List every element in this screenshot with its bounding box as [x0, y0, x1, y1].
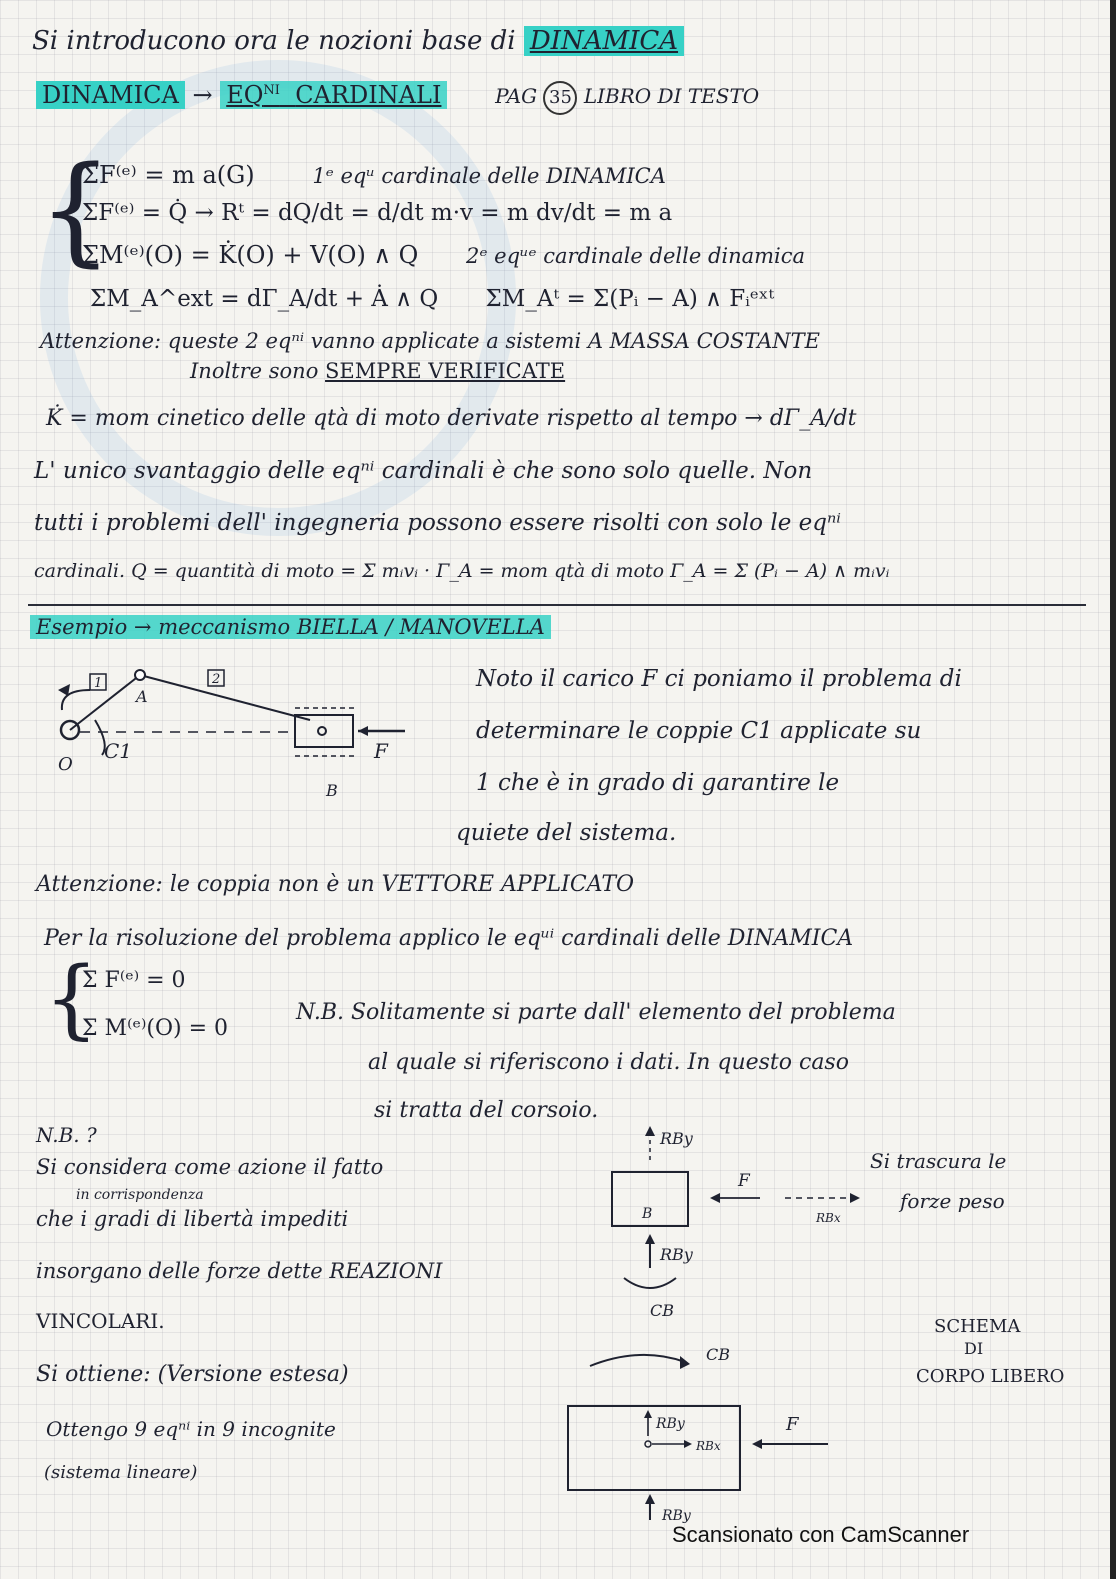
heading-line [36, 76, 759, 115]
consider-1-small: in corrispondenza [76, 1187, 204, 1203]
page-ref: PAG 35 LIBRO DI TESTO [495, 84, 759, 108]
fbd-box-force: F [786, 1414, 799, 1435]
fbd-rbx: RBx [816, 1211, 841, 1225]
obtain-2: Ottengo 9 eqⁿⁱ in 9 incognite [46, 1417, 336, 1441]
fbd-box [560, 1396, 880, 1526]
intro-text: Si introducono ora le nozioni base di [32, 26, 516, 56]
scheme-1: SCHEMA [934, 1316, 1021, 1337]
cb-arrow-diagram [580, 1336, 760, 1386]
label-o: O [58, 754, 73, 775]
attention-2: Attenzione: le coppia non è un VETTORE APPLICATO [36, 872, 635, 897]
intro-line [32, 26, 684, 56]
fbd-point-b: B [642, 1206, 653, 1222]
desc-2: determinare le coppie C1 applicate su [476, 718, 922, 744]
label-force-f: F [374, 739, 388, 763]
section-divider [28, 604, 1086, 606]
eq3: ΣM⁽ᵉ⁾(O) = K̇(O) + V(O) ∧ Q 2ᵉ eqᵘᵉ cardinale delle dinamica [82, 241, 806, 269]
label-c1: C1 [104, 739, 133, 763]
desc-3: 1 che è in grado di garantire le [476, 770, 840, 796]
label-pin-a: A [136, 687, 148, 706]
obtain-3: (sistema lineare) [44, 1462, 198, 1483]
kdot-line: K̇ = mom cinetico delle qtà di moto derivate rispetto al tempo → dΓ_A/dt [46, 406, 857, 431]
eq1: ΣF⁽ᵉ⁾ = m a(G) 1ᵉ eqᵘ cardinale delle DINAMICA [82, 161, 666, 189]
desc-4: quiete del sistema. [456, 820, 677, 846]
nb-1: N.B. Solitamente si parte dall' elemento del problema [296, 1000, 896, 1025]
nb-question: N.B. ? [36, 1123, 97, 1147]
intro-tag: DINAMICA [524, 26, 684, 56]
fbd-couple: CB [650, 1301, 674, 1320]
sys-eq-1: Σ F⁽ᵉ⁾ = 0 [82, 968, 186, 993]
fbd-rby-bottom: RBy [660, 1245, 693, 1264]
advantage-1: L' unico svantaggio delle eqⁿⁱ cardinali è che sono solo quelle. Non [34, 458, 813, 484]
desc-1: Noto il carico F ci poniamo il problema di [476, 666, 962, 692]
solve-line: Per la risoluzione del problema applico le eqᵘⁱ cardinali delle DINAMICA [44, 926, 854, 951]
advantage-3: cardinali. Q = quantità di moto = Σ mᵢvᵢ · Γ_A = mom qtà di moto Γ_A = Σ (Pᵢ − A) ∧ mᵢvᵢ [34, 560, 890, 582]
label-link-1: 1 [94, 676, 103, 691]
scheme-2: DI [964, 1339, 984, 1358]
attention-1: Attenzione: queste 2 eqⁿⁱ vanno applicate a sistemi A MASSA COSTANTE [40, 329, 820, 353]
sys-eq-2: Σ M⁽ᵉ⁾(O) = 0 [82, 1016, 229, 1041]
nb-2: al quale si riferiscono i dati. In questo caso [368, 1050, 849, 1075]
eq4: ΣM_A^ext = dΓ_A/dt + Ȧ ∧ Q ΣM_Aᵗ = Σ(Pᵢ − A) ∧ Fᵢᵉˣᵗ [90, 286, 775, 312]
fbd-slider [580, 1120, 900, 1340]
eq-cardinali-tag: $EQ^{NI}$ CARDINALI [220, 81, 447, 109]
crank-link [70, 675, 140, 730]
label-slider-b: B [326, 781, 338, 800]
dinamica-tag: DINAMICA [36, 81, 185, 109]
consider-1: Si considera come azione il fatto [36, 1155, 384, 1179]
fbd-rby-top: RBy [660, 1129, 693, 1148]
slider-block [295, 715, 353, 747]
pin-a [135, 670, 145, 680]
page-edge [1110, 0, 1116, 1579]
example-heading: Esempio → meccanismo BIELLA / MANOVELLA [30, 612, 551, 642]
obtain-1: Si ottiene: (Versione estesa) [36, 1362, 349, 1387]
scheme-3: CORPO LIBERO [916, 1366, 1065, 1387]
fbd-force: F [738, 1171, 750, 1191]
connecting-rod [140, 675, 310, 720]
advantage-2: tutti i problemi dell' ingegneria possono essere risolti con solo le eqⁿⁱ [34, 510, 841, 536]
attention-1b: Inoltre sono SEMPRE VERIFICATE [190, 359, 566, 383]
consider-4: VINCOLARI. [36, 1309, 165, 1333]
fbd-box-rby-bottom: RBy [662, 1508, 691, 1524]
scanner-footer: Scansionato con CamScanner [672, 1522, 970, 1547]
arrow: → [192, 81, 213, 109]
label-link-2: 2 [212, 672, 221, 687]
system-brace: { [38, 140, 114, 278]
consider-2: che i gradi di libertà impediti [36, 1207, 349, 1231]
cb-arrow-label: CB [706, 1345, 730, 1364]
nb-3: si tratta del corsoio. [374, 1098, 599, 1123]
fbd-box-rbx: RBx [696, 1439, 721, 1453]
weight-note-2: forze peso [900, 1189, 1005, 1213]
eq2: ΣF⁽ᵉ⁾ = Q̇ → Rᵗ = dQ/dt = d/dt m·v = m dv/dt = m a [82, 200, 673, 226]
fbd-box-rby: RBy [656, 1416, 685, 1432]
zero-system-brace: { [44, 949, 99, 1049]
mechanism-diagram [40, 650, 460, 810]
weight-note-1: Si trascura le [870, 1149, 1007, 1173]
consider-3: insorgano delle forze dette REAZIONI [36, 1259, 443, 1283]
